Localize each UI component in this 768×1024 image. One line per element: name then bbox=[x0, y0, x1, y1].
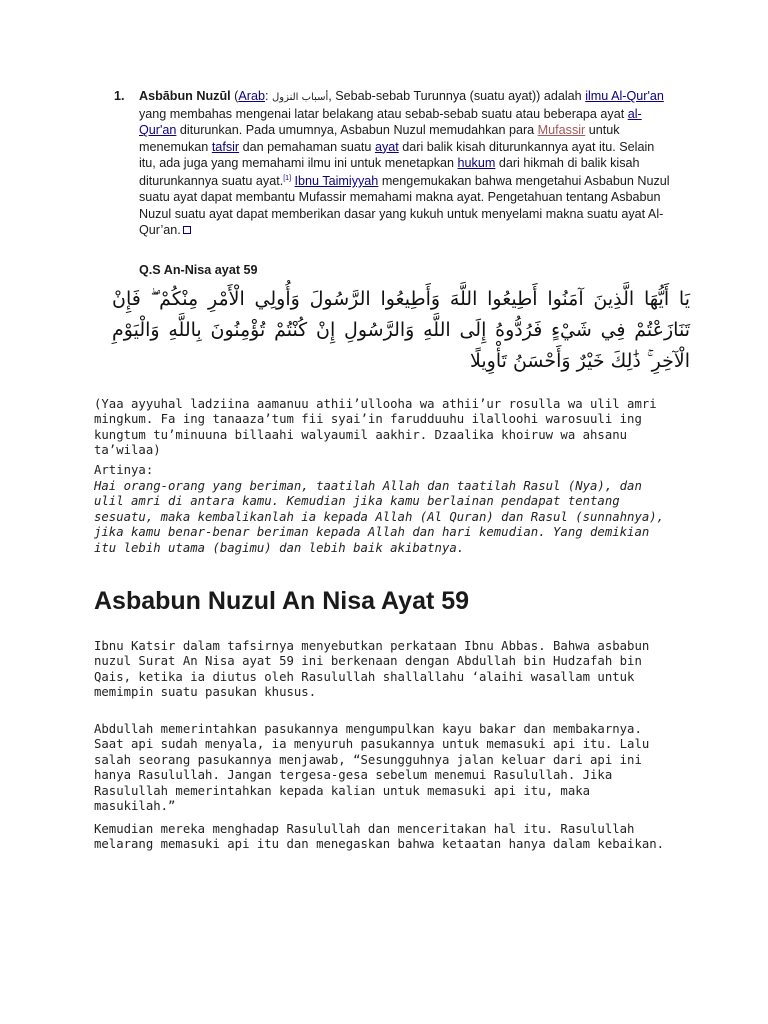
list-item-body bbox=[139, 88, 674, 238]
verse-title: Q.S An-Nisa ayat 59 bbox=[139, 263, 258, 277]
arabic-term: أسباب النزول bbox=[271, 92, 329, 103]
arabic-verse: يَا أَيُّهَا الَّذِينَ آمَنُوا أَطِيعُوا اللَّهَ وَأَطِيعُوا الرَّسُولَ وَأُولِي الْأَمْرِ مِنْكُمْ ۖ فَإِنْ تَنَازَعْتُمْ فِي شَيْءٍ فَرُدُّوهُ إِلَى اللَّهِ وَالرَّسُولِ إِنْ كُنْتُمْ تُؤْمِنُونَ بِاللَّهِ وَالْيَوْمِ الْآخِرِ ۚ ذَٰلِكَ خَيْرٌ وَأَحْسَنُ تَأْوِيلًا bbox=[112, 288, 690, 372]
paragraph: Ibnu Katsir dalam tafsirnya menyebutkan perkataan Ibnu Abbas. Bahwa asbabun nuzul Surat An Nisa ayat 59 ini berkenaan dengan Abdullah bin Hudzafah bin Qais, ketika ia diutus oleh Rasulullah shallallahu ‘alaihi wasallam untuk memimpin suatu pasukan khusus. bbox=[94, 639, 650, 700]
paren-open: ( bbox=[234, 89, 239, 103]
link-ilmu-al-quran[interactable]: ilmu Al-Qur'an bbox=[585, 89, 664, 103]
text-7: mengemukakan bahwa mengetahui Asbabun Nuzul suatu ayat dapat membantu Mufassir memahami makna ayat. Pengetahuan tentang Asbabun Nuzul suatu ayat dapat memberikan dasar yang kukuh untuk menyelami makna suatu ayat Al-Qur’an. bbox=[139, 174, 670, 237]
paragraph: Abdullah memerintahkan pasukannya mengumpulkan kayu bakar dan membakarnya. Saat api sudah menyala, ia menyuruh pasukannya untuk memasuki api itu. Lalu salah seorang pasukannya menjawab, “Sesungguhnya jalan keluar dari api ini hanya Rasulullah. Jangan tergesa-gesa sebelum menemui Rasulullah. Jika Rasulullah memerintahkan kepada kalian untuk memasuki api itu, maka masukilah.” bbox=[94, 722, 650, 814]
citation-icon[interactable] bbox=[183, 226, 191, 234]
transliteration: (Yaa ayyuhal ladziina aamanuu athii’ullooha wa athii’ur rosulla wa ulil amri mingkum. Fa ing tanaaza’tum fii syai’in farudduuhu ilalloohi warosuuli ing kungtum tu’minuuna billaahi walyaumil aakhir. Dzaalika khoiruw wa ahsanu ta’wilaa) bbox=[94, 397, 657, 458]
link-tafsir[interactable]: tafsir bbox=[211, 139, 240, 154]
text-2: diturunkan. Pada umumnya, Asbabun Nuzul memudahkan para bbox=[179, 123, 535, 138]
link-ibnu-taimiyyah[interactable]: Ibnu Taimiyyah bbox=[294, 174, 379, 189]
numbered-list-item bbox=[114, 88, 674, 238]
link-hukum[interactable]: hukum bbox=[457, 155, 496, 170]
arab-colon: : bbox=[264, 89, 269, 103]
list-number: 1. bbox=[114, 89, 125, 103]
link-al-quran[interactable]: al-Qur'an bbox=[139, 107, 642, 138]
text-4: dan pemahaman suatu bbox=[242, 139, 372, 154]
section-heading: Asbabun Nuzul An Nisa Ayat 59 bbox=[94, 587, 470, 615]
paragraph: Kemudian mereka menghadap Rasulullah dan menceritakan hal itu. Rasulullah melarang memasuki api itu dan menegaskan bahwa ketaatan hanya dalam kebaikan. bbox=[94, 822, 665, 852]
footnote-link[interactable]: [1] bbox=[283, 175, 292, 183]
text-1: yang membahas mengenai latar belakang atau sebab-sebab suatu atau beberapa ayat bbox=[139, 107, 625, 122]
text-after-arab: , Sebab-sebab Turunnya (suatu ayat)) adalah bbox=[328, 89, 582, 103]
term-asbabun-nuzul: Asbābun Nuzūl bbox=[139, 89, 231, 103]
translation-text: Hai orang-orang yang beriman, taatilah Allah dan taatilah Rasul (Nya), dan ulil amri di antara kamu. Kemudian jika kamu berlainan pendapat tentang sesuatu, maka kembalikanlah ia kepada Allah (Al Quran) dan Rasul (sunnahnya), jika kamu benar-benar beriman kepada Allah dan hari kemudian. Yang demikian itu lebih utama (bagimu) dan lebih baik akibatnya. bbox=[94, 479, 665, 555]
translation-label: Artinya: bbox=[94, 463, 154, 477]
link-mufassir[interactable]: Mufassir bbox=[537, 123, 586, 138]
text-6: dari hikmah di balik kisah diturunkannya suatu ayat. bbox=[139, 155, 640, 189]
text-3: untuk menemukan bbox=[139, 123, 620, 154]
text-5: dari balik kisah diturunkannya ayat itu. Selain itu, ada juga yang memahami ilmu ini untuk menetapkan bbox=[139, 139, 655, 170]
link-ayat[interactable]: ayat bbox=[374, 139, 399, 154]
link-arab[interactable]: Arab bbox=[238, 89, 265, 103]
